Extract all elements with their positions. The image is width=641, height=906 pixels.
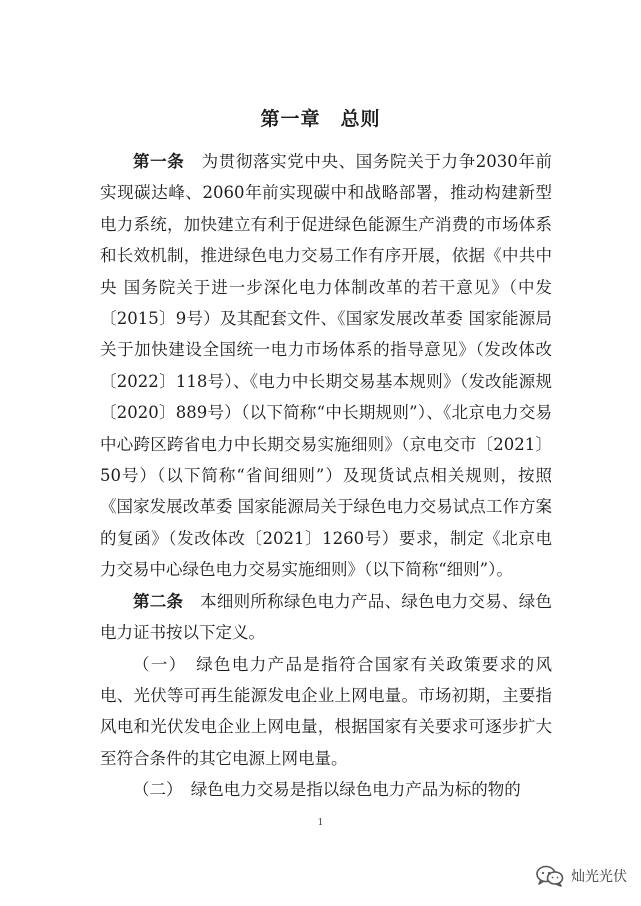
wechat-icon [535,864,565,888]
article-1 [100,146,552,586]
item-1-text: 绿色电力产品是指符合国家有关政策要求的风电、光伏等可再生能源发电企业上网电量。市场初期，主要指风电和光伏发电企业上网电量，根据国家有关要求可逐步扩大至符合条件的其它电源上网电量。 [100,654,553,768]
item-2-text: 绿色电力交易是指以绿色电力产品为标的物的 [190,780,521,800]
article-2 [100,586,552,649]
article-2-label: 第二条 [133,591,184,611]
item-1-label: （一） [133,654,179,674]
article-2-text: 本细则所称绿色电力产品、绿色电力交易、绿色电力证书按以下定义。 [100,591,553,643]
item-2-label: （二） [133,780,175,800]
watermark-text: 灿光光伏 [571,869,627,885]
source-watermark [535,864,627,888]
page-number: 1 [317,818,324,828]
item-1 [100,649,552,775]
chapter-title: 第一章 总则 [260,108,381,130]
article-1-label: 第一条 [133,152,185,171]
article-1-text: 为贯彻落实党中央、国务院关于力争2030年前实现碳达峰、2060年前实现碳中和战略部署，推动构建新型电力系统，加快建立有利于促进绿色能源生产消费的市场体系和长效机制，推进绿色电力交易工作有序开展，依据《中共中央 国务院关于进一步深化电力体制改革的若干意见》（中发〔2015〕9号）及其配套文件、《国家发展改革委 国家能源局关于加快建设全国统一电力市场体系的指导意见》（发改体改〔2022〕118号）、《电力中长期交易基本规则》（发改能源规〔2020〕889号）（以下简称“中长期规则”）、《北京电力交易中心跨区跨省电力中长期交易实施细则》（京电交市〔2021〕50号）（以下简称“省间细则”）及现货试点相关规则，按照《国家发展改革委 国家能源局关于绿色电力交易试点工作方案的复函》（发改体改〔2021〕1260号）要求，制定《北京电力交易中心绿色电力交易实施细则》（以下简称“细则”）。 [100,152,553,580]
document-body [100,146,552,806]
item-2 [100,774,552,805]
